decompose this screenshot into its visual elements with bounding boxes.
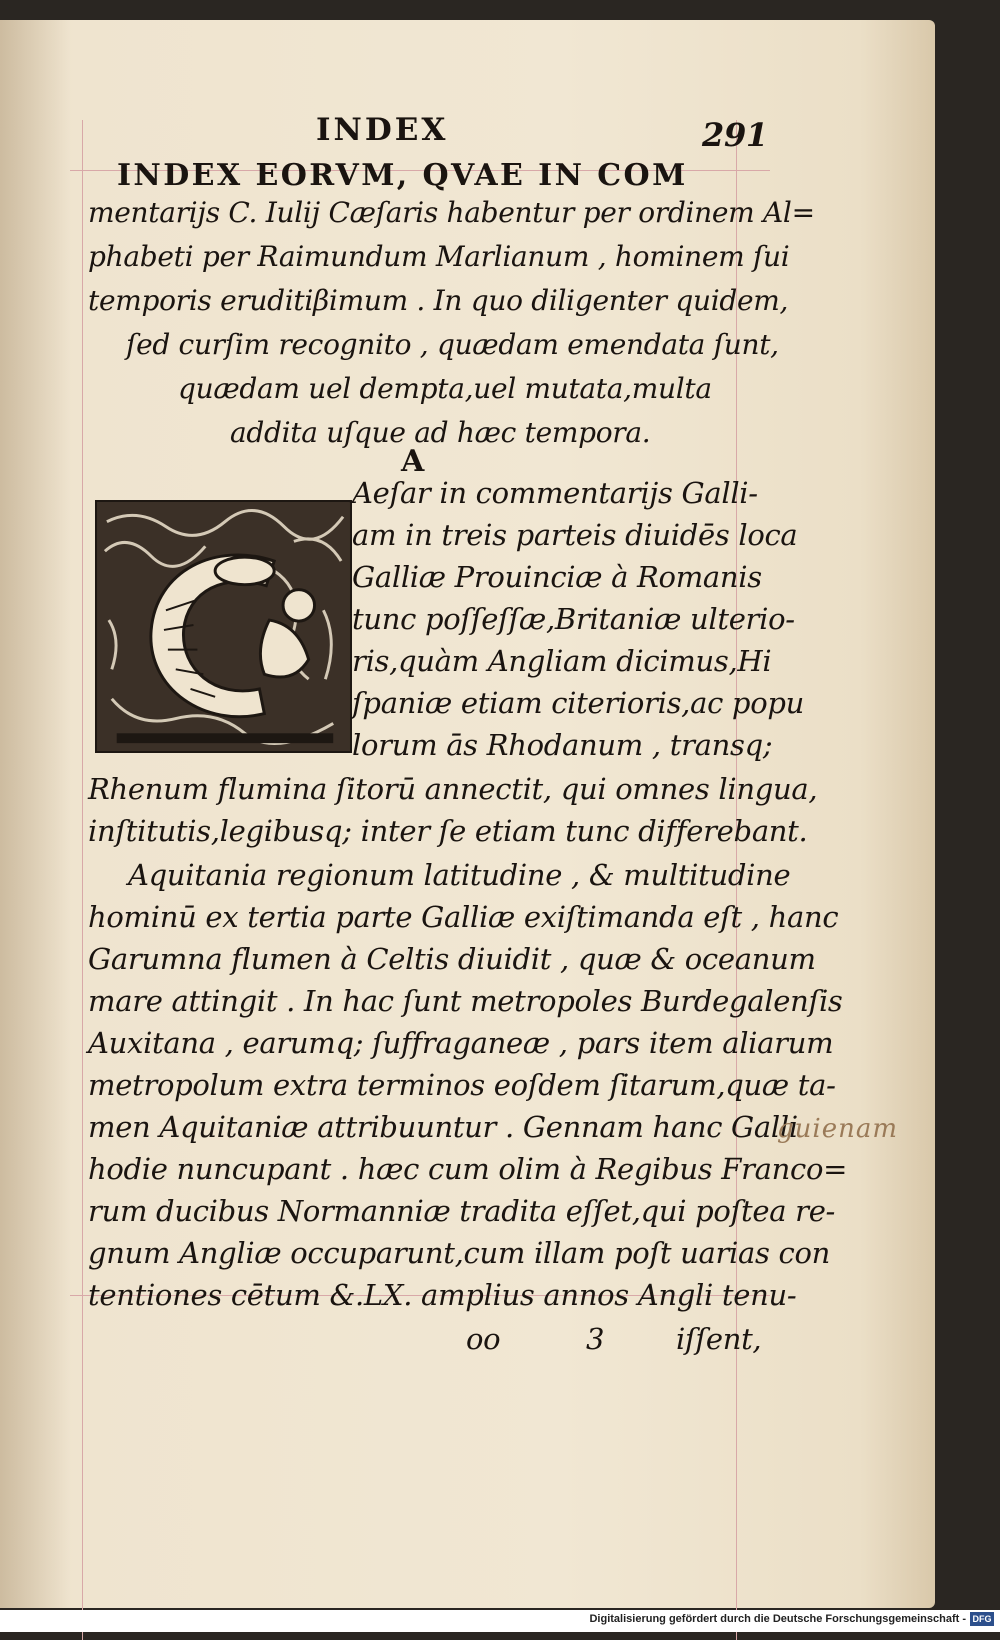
body-line-18: rum ducibus Normanniæ tradita eſſet,qui poſtea re-	[88, 1194, 836, 1228]
body-line-9: inſtitutis,legibusq; inter ſe etiam tunc differebant.	[88, 814, 808, 848]
body-line-17: hodie nuncupant . hæc cum olim à Regibus Franco=	[88, 1152, 848, 1186]
body-line-14: Auxitana , earumq; ſuffraganeæ , pars item aliarum	[88, 1026, 834, 1060]
title-line-4: ſed curſim recognito , quædam emendata ſunt,	[126, 328, 779, 361]
body-line-20: tentiones cētum &.LX. amplius annos Angli tenu-	[88, 1278, 797, 1312]
signature-number: 3	[586, 1322, 605, 1356]
body-line-6: ſpaniæ etiam citerioris,ac popu	[352, 686, 804, 720]
body-line-19: gnum Angliæ occuparunt,cum illam poſt uarias con	[88, 1236, 830, 1270]
body-line-15: metropolum extra terminos eoſdem ſitarum,quæ ta-	[88, 1068, 836, 1102]
index-title: INDEX EORVM, QVAE IN COM	[117, 158, 688, 193]
catchword: iſſent,	[676, 1322, 762, 1356]
body-line-13: mare attingit . In hac ſunt metropoles Burdegalenſis	[88, 984, 843, 1018]
dfg-logo: DFG	[970, 1612, 994, 1626]
body-line-10: Aquitania regionum latitudine , & multitudine	[128, 858, 791, 892]
body-line-16: men Aquitaniæ attribuuntur . Gennam hanc Galli	[88, 1110, 798, 1144]
title-line-3: temporis eruditiβimum . In quo diligenter quidem,	[88, 284, 789, 317]
body-line-2: am in treis parteis diuidēs loca	[352, 518, 798, 552]
body-line-8: Rhenum flumina ſitorū annectit, qui omnes lingua,	[88, 772, 818, 806]
running-head: INDEX	[316, 112, 449, 148]
body-line-11: hominū ex tertia parte Galliæ exiſtimanda eſt , hanc	[88, 900, 839, 934]
body-line-4: tunc poſſeſſæ,Britaniæ ulterio-	[352, 602, 795, 636]
handwritten-margin-note: guienam	[777, 1114, 898, 1144]
title-line-6: addita uſque ad hæc tempora.	[230, 416, 651, 449]
body-line-5: ris,quàm Angliam dicimus,Hi	[352, 644, 772, 678]
decorated-initial-c	[95, 500, 352, 753]
title-line-1: mentarijs C. Iulij Cæſaris habentur per ordinem Al=	[88, 196, 815, 229]
title-line-2: phabeti per Raimundum Marlianum , hominem ſui	[88, 240, 790, 273]
title-line-5: quædam uel dempta,uel mutata,multa	[178, 372, 712, 405]
body-line-7: lorum ās Rhodanum , transq;	[352, 728, 773, 762]
signature-mark: oo	[466, 1322, 501, 1356]
body-line-1: Aeſar in commentarijs Galli-	[352, 476, 758, 510]
page-number: 291	[702, 116, 768, 154]
woodcut-illustration	[97, 502, 350, 751]
section-letter: A	[401, 444, 424, 479]
body-line-12: Garumna flumen à Celtis diuidit , quæ & oceanum	[88, 942, 816, 976]
body-line-3: Galliæ Prouinciæ à Romanis	[352, 560, 762, 594]
digitization-credit: Digitalisierung gefördert durch die Deutsche Forschungsgemeinschaft -	[589, 1613, 966, 1625]
margin-rule-left	[82, 120, 83, 1640]
